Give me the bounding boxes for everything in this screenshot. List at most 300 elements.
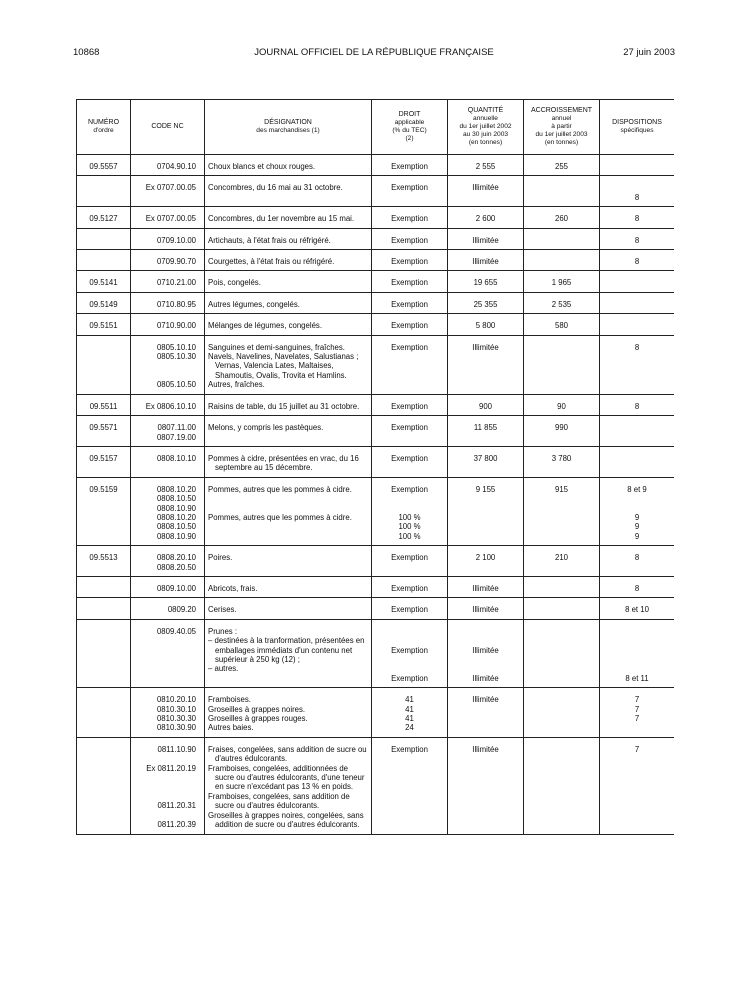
designation-cell [205,271,372,292]
dispositions-cell [600,619,675,687]
col-droit-header [372,100,448,155]
cell-line: 0808.10.10 [156,453,196,463]
numero-ordre-cell [77,619,131,687]
page-number: 10868 [73,47,100,58]
cell-line: 0808.10.90 [156,503,196,513]
table-row [77,619,675,687]
cell-line: Ex 0806.10.10 [145,401,196,411]
designation-cell [205,250,372,271]
droit-cell [372,394,448,415]
code-nc-cell [131,416,205,447]
cell-line: 7 [634,714,640,724]
cell-line: 0808.10.20 [156,484,196,494]
cell-line: Exemption [391,673,428,683]
code-nc-cell [131,446,205,477]
dispositions-cell [600,155,675,176]
quantite-cell [448,619,524,687]
accroissement-cell [524,598,600,619]
cell-line: 5 800 [475,321,496,331]
cell-line: 900 [478,401,492,411]
cell-line: 7 [634,744,640,754]
designation-paragraph: Autres, fraîches. [208,380,265,390]
numero-ordre-cell: 09.5149 [77,292,131,313]
cell-line: Exemption [391,214,428,224]
numero-ordre-cell [77,688,131,738]
cell-line: 0811.10.90 [157,744,196,754]
header-line: du 1er juillet 2002 [459,123,512,130]
cell-line [375,504,444,513]
table-row [77,292,675,313]
cell-line: 255 [554,162,568,171]
designation-paragraph: Framboises, congelées, sans addition de sucre ou d'autres édulcorants. [208,791,350,811]
numero-ordre-cell: 09.5127 [77,207,131,228]
table-row [77,271,675,292]
accroissement-cell [524,228,600,249]
cell-line: 0811.20.31 [157,801,196,811]
numero-ordre-cell [77,598,131,619]
designation-paragraph: Framboises. [208,695,251,705]
cell-line: 0709.90.70 [156,257,196,267]
table-row [77,576,675,597]
cell-line: 100 % [398,522,421,532]
cell-line: Exemption [391,257,428,267]
accroissement-cell [524,688,600,738]
cell-line: 24 [405,723,414,733]
cell-line: 0807.11.00 [157,423,196,433]
cell-line [134,782,196,791]
accroissement-cell [524,335,600,394]
cell-line: 0805.10.10 [156,342,196,352]
cell-line: 25 355 [473,299,498,309]
dispositions-cell [600,394,675,415]
cell-line [527,257,596,266]
accroissement-cell [524,271,600,292]
col-accroissement-header [524,100,600,155]
dispositions-cell [600,314,675,335]
designation-paragraph: Navels, Navelines, Navelates, Salustianas ; Vernas, Valencia Lates, Maltaises, Shamoutis, Ovalis, Trovita et Hamlins. [208,352,359,380]
designation-paragraph: Prunes : [208,626,238,636]
accroissement-cell [524,416,600,447]
cell-line: 0809.10.00 [156,583,196,593]
quantite-cell [448,292,524,313]
cell-line: 8 [634,342,640,352]
cell-line: 990 [554,423,568,433]
cell-line: 9 [634,531,640,541]
col-code-nc-header [131,100,205,155]
designation-paragraph [208,504,368,513]
col-quantite-header [448,100,524,155]
cell-line [451,636,520,645]
header-line: d'ordre [93,127,114,134]
designation-cell [205,335,372,394]
cell-line: 915 [554,484,568,494]
table-row [77,477,675,545]
numero-ordre-cell [77,228,131,249]
cell-line [134,371,196,380]
cell-line [603,278,671,287]
droit-cell [372,228,448,249]
cell-line: 7 [634,704,640,714]
cell-line: 0810.20.10 [156,695,196,705]
dispositions-cell [600,271,675,292]
col-designation-header [205,100,372,155]
numero-ordre-cell [77,335,131,394]
cell-line [375,494,444,503]
cell-line: 8 [634,583,640,593]
designation-paragraph: Autres légumes, congelés. [208,299,300,309]
table-body [77,155,675,835]
cell-line: 0808.10.50 [156,494,196,504]
table-row [77,314,675,335]
table-row [77,394,675,415]
header-line: (2) [405,135,414,142]
cell-line: 90 [557,401,566,411]
cell-line: 8 [634,401,640,411]
code-nc-cell [131,688,205,738]
quantite-cell [448,155,524,176]
code-nc-cell [131,314,205,335]
designation-cell [205,314,372,335]
numero-ordre-cell [77,176,131,207]
designation-paragraph: Groseilles à grappes noires. [208,704,306,714]
droit-cell [372,292,448,313]
cell-line: 1 965 [551,278,572,288]
cell-line: 0807.19.00 [156,432,196,442]
table-row [77,335,675,394]
designation-cell [205,598,372,619]
numero-ordre-cell: 09.5157 [77,446,131,477]
designation-cell [205,207,372,228]
accroissement-cell [524,394,600,415]
cell-line [527,745,596,754]
accroissement-cell [524,155,600,176]
code-nc-cell [131,619,205,687]
table-row [77,688,675,738]
droit-cell [372,598,448,619]
cell-line: 41 [405,704,414,714]
cell-line: Exemption [391,553,428,563]
dispositions-cell [600,546,675,577]
quantite-cell [448,688,524,738]
dispositions-cell [600,598,675,619]
cell-line [527,236,596,245]
quantite-cell [448,416,524,447]
designation-paragraph: Concombres, du 16 mai au 31 octobre. [208,183,343,193]
designation-cell [205,394,372,415]
page-header [73,47,675,61]
cell-line [527,343,596,352]
cell-line: Illimitée [472,583,499,593]
cell-line: Ex 0811.20.19 [146,763,196,773]
dispositions-cell [600,207,675,228]
cell-line: 0809.40.05 [156,626,196,636]
cell-line: 260 [554,214,568,224]
header-line: (en tonnes) [468,139,503,146]
cell-line [527,584,596,593]
cell-line [603,300,671,309]
cell-line: 0710.80.95 [156,299,196,309]
cell-line: 100 % [398,531,421,541]
dispositions-cell [600,576,675,597]
cell-line [375,636,444,645]
table-row [77,416,675,447]
cell-line [134,811,196,820]
header-line: NUMÉRO [87,119,120,126]
cell-line: 8 et 9 [627,484,647,494]
designation-paragraph: Poires. [208,553,233,563]
cell-line [527,695,596,704]
cell-line: 0809.20 [167,605,196,615]
cell-line [527,183,596,192]
cell-line [603,504,671,513]
table-row [77,228,675,249]
designation-paragraph: Mélanges de légumes, congelés. [208,321,322,331]
issue-date: 27 juin 2003 [623,47,675,58]
numero-ordre-cell: 09.5159 [77,477,131,545]
accroissement-cell [524,314,600,335]
quantite-cell [448,446,524,477]
designation-cell [205,228,372,249]
dispositions-cell [600,688,675,738]
code-nc-cell [131,394,205,415]
droit-cell [372,546,448,577]
droit-cell [372,477,448,545]
designation-paragraph: Abricots, frais. [208,583,258,593]
cell-line: 8 [634,235,640,245]
code-nc-cell [131,250,205,271]
cell-line: 41 [405,695,414,705]
cell-line: Exemption [391,299,428,309]
quantite-cell [448,477,524,545]
cell-line: Exemption [391,321,428,331]
header-line: applicable [394,119,425,126]
cell-line: Exemption [391,342,428,352]
cell-line: 0805.10.50 [156,380,196,390]
cell-line [451,627,520,636]
table-row [77,155,675,176]
numero-ordre-cell: 09.5571 [77,416,131,447]
designation-paragraph: Autres baies. [208,723,254,733]
dispositions-cell [600,176,675,207]
cell-line: Illimitée [472,183,499,193]
cell-line: Illimitée [472,605,499,615]
droit-cell [372,335,448,394]
cell-line [375,664,444,673]
accroissement-cell [524,576,600,597]
designation-paragraph: Cerises. [208,605,237,615]
accroissement-cell [524,737,600,834]
cell-line: Exemption [391,645,428,655]
accroissement-cell [524,477,600,545]
cell-line [603,321,671,330]
cell-line: Illimitée [472,744,499,754]
cell-line: 0704.90.10 [156,162,196,171]
dispositions-cell [600,228,675,249]
code-nc-cell [131,598,205,619]
cell-line: 2 100 [475,553,496,563]
droit-cell [372,155,448,176]
cell-line [603,494,671,503]
cell-line: 8 et 11 [625,673,649,683]
header-line: DROIT [398,111,421,118]
accroissement-cell [524,619,600,687]
code-nc-cell [131,546,205,577]
designation-cell [205,477,372,545]
numero-ordre-cell: 09.5557 [77,155,131,176]
cell-line: 8 [634,214,640,224]
cell-line: 11 855 [473,423,498,433]
table-row [77,207,675,228]
dispositions-cell [600,292,675,313]
dispositions-cell [600,335,675,394]
cell-line: 0808.10.90 [156,531,196,541]
quantite-cell [448,394,524,415]
droit-cell [372,314,448,335]
designation-paragraph: Raisins de table, du 15 juillet au 31 octobre. [208,401,360,411]
accroissement-cell [524,250,600,271]
table-row [77,176,675,207]
cell-line: Exemption [391,423,428,433]
cell-line: 0810.30.30 [156,714,196,724]
cell-line: Exemption [391,484,428,494]
quantite-cell [448,207,524,228]
cell-line: 0810.30.90 [156,723,196,733]
designation-cell [205,176,372,207]
cell-line: Illimitée [472,673,499,683]
droit-cell [372,737,448,834]
cell-line [603,627,671,636]
table-row [77,598,675,619]
header-line: (en tonnes) [544,139,579,146]
quantite-cell [448,228,524,249]
cell-line: Illimitée [472,235,499,245]
cell-line: 0811.20.39 [157,820,196,830]
code-nc-cell [131,576,205,597]
numero-ordre-cell: 09.5511 [77,394,131,415]
cell-line [603,636,671,645]
cell-line: Exemption [391,235,428,245]
code-nc-cell [131,477,205,545]
cell-line: Exemption [391,162,428,171]
cell-line [603,454,671,463]
designation-paragraph: Pois, congelés. [208,278,261,288]
cell-line: 9 155 [475,484,496,494]
cell-line: 0808.10.50 [156,522,196,532]
designation-paragraph: Choux blancs et choux rouges. [208,162,316,171]
cell-line: 7 [634,695,640,705]
header-line: annuel [551,115,572,122]
droit-cell [372,176,448,207]
cell-line [603,183,671,192]
cell-line [603,423,671,432]
quantite-cell [448,314,524,335]
dispositions-cell [600,446,675,477]
code-nc-cell [131,228,205,249]
numero-ordre-cell [77,576,131,597]
droit-cell [372,446,448,477]
cell-line: Illimitée [472,342,499,352]
cell-line [527,627,596,636]
designation-paragraph: Artichauts, à l'état frais ou réfrigéré. [208,235,331,245]
cell-line: Illimitée [472,645,499,655]
droit-cell [372,250,448,271]
cell-line: Exemption [391,453,428,463]
cell-line: Exemption [391,744,428,754]
col-dispositions-header [600,100,675,155]
cell-line: 0710.21.00 [156,278,196,288]
header-line: annuelle [473,115,498,122]
header-line: ACCROISSEMENT [530,107,593,114]
designation-cell [205,576,372,597]
cell-line: Illimitée [472,257,499,267]
code-nc-cell [131,271,205,292]
designation-cell [205,446,372,477]
accroissement-cell [524,546,600,577]
table-header-row [77,100,675,155]
cell-line: 0710.90.00 [156,321,196,331]
journal-title: JOURNAL OFFICIEL DE LA RÉPUBLIQUE FRANÇAISE [254,47,494,58]
cell-line [603,664,671,673]
accroissement-cell [524,176,600,207]
droit-cell [372,207,448,228]
quantite-cell [448,598,524,619]
accroissement-cell [524,292,600,313]
cell-line: 2 555 [475,162,496,171]
cell-line: 19 655 [473,278,498,288]
cell-line: 0808.10.20 [156,512,196,522]
cell-line: Exemption [391,583,428,593]
numero-ordre-cell: 09.5151 [77,314,131,335]
droit-cell [372,416,448,447]
header-line: DISPOSITIONS [612,119,662,126]
cell-line: 8 [634,192,640,202]
numero-ordre-cell: 09.5141 [77,271,131,292]
cell-line [451,655,520,664]
accroissement-cell [524,207,600,228]
designation-paragraph: Courgettes, à l'état frais ou réfrigéré. [208,257,335,267]
designation-paragraph: – destinées à la tranformation, présentées en emballages immédiats d'un contenu net supérieur à 250 kg (12) ; [208,636,365,664]
col-numero-header [77,100,131,155]
designation-paragraph: Groseilles à grappes noires, congelées, sans addition de sucre ou d'autres édulcorants. [208,810,364,830]
designation-paragraph: Melons, y compris les pastèques. [208,423,324,433]
designation-cell [205,737,372,834]
table-row [77,250,675,271]
designation-paragraph: Pommes, autres que les pommes à cidre. [208,484,352,494]
code-nc-cell [131,737,205,834]
cell-line: Exemption [391,401,428,411]
designation-cell [205,546,372,577]
droit-cell [372,271,448,292]
table-row [77,737,675,834]
header-line: à partir [551,123,572,130]
cell-line [603,655,671,664]
designation-paragraph: Fraises, congelées, sans addition de sucre ou d'autres édulcorants. [208,744,367,764]
quantite-cell [448,271,524,292]
cell-line: 2 600 [475,214,496,224]
cell-line [134,792,196,801]
cell-line [527,605,596,614]
cell-line: Ex 0707.00.05 [145,214,196,224]
header-line: spécifiques [620,127,654,134]
designation-paragraph: Sanguines et demi-sanguines, fraîches. [208,342,345,352]
designation-paragraph: Framboises, congelées, additionnées de sucre ou d'autres édulcorants, d'une teneur en sucre n'excédant pas 13 % en poids. [208,763,365,792]
cell-line: 2 535 [551,299,572,309]
cell-line [134,361,196,370]
header-line: au 30 juin 2003 [462,131,509,138]
code-nc-cell [131,207,205,228]
designation-cell [205,292,372,313]
designation-cell [205,688,372,738]
